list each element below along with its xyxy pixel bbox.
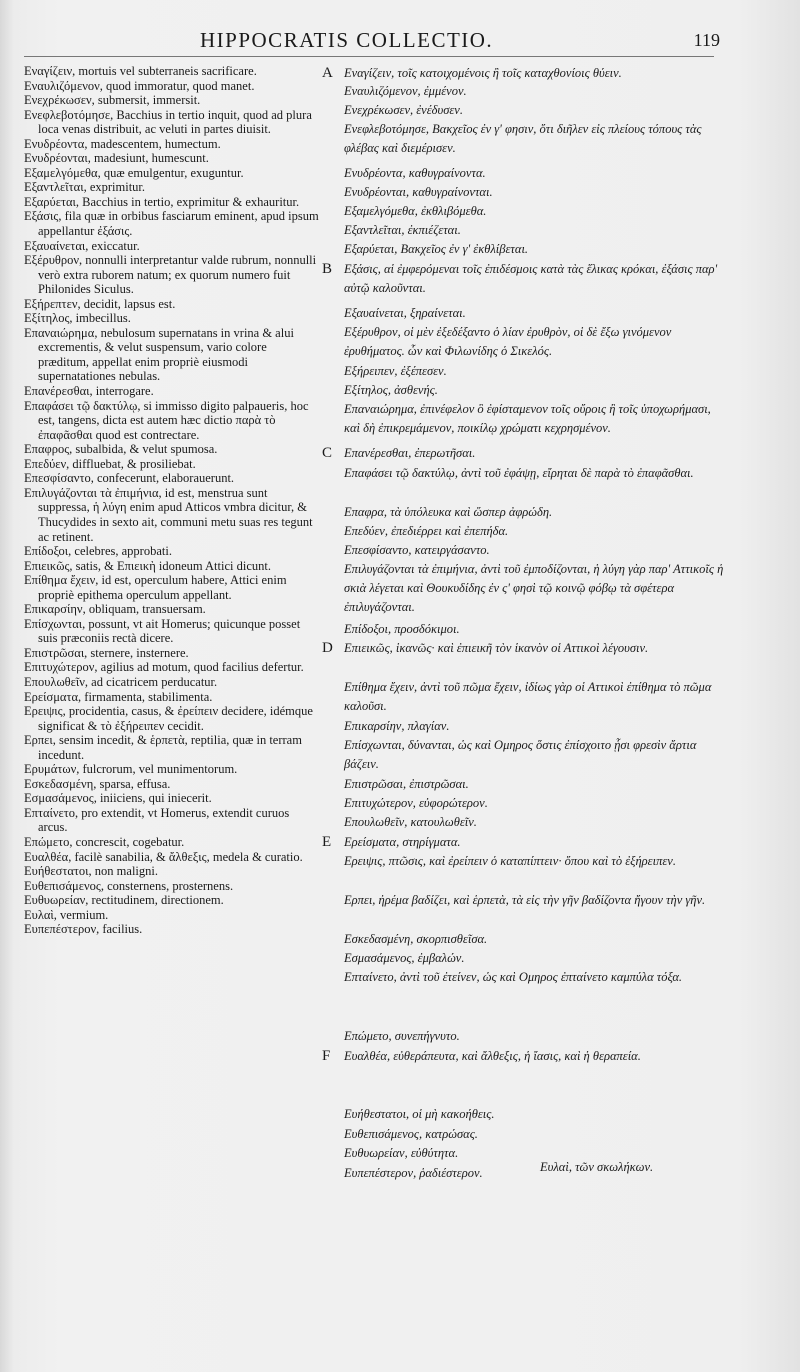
greek-entry-text: Ευήθεστατοι, οἱ μὴ κακοήθεις. [344, 1107, 495, 1121]
section-marker: F [322, 1048, 331, 1064]
greek-entry [344, 522, 728, 541]
latin-entry: Επαφάσει τῷ δακτύλῳ, si immisso digito palpaueris, hoc est, tangens, dicta est autem hæc dictio παρὰ τὸ ἐπαφᾶσθαι quod est contrectare. [24, 398, 309, 442]
page-number: 119 [693, 30, 720, 50]
greek-entry [344, 183, 728, 202]
section-marker: D [322, 640, 333, 656]
latin-entry: Ενυδρέοντα, madescentem, humectum. [24, 136, 221, 151]
greek-entry [322, 64, 728, 83]
greek-entry-text: Ευθεπισάμενος, κατρώσας. [344, 1127, 478, 1141]
greek-entry [344, 1027, 728, 1046]
latin-entry: Ευθεπισάμενος, consternens, prosternens. [24, 878, 234, 893]
greek-entry-text: Ενεφλεβοτόμησε, Βακχεῖος ἐν γ' φησιν, ὅτι διῆλεν εἰς πλείους τόπους τὰς φλέβας καὶ διεμέρισεν. [344, 122, 702, 155]
greek-entry-text: Εσκεδασμένη, σκορπισθεῖσα. [344, 932, 488, 946]
greek-entry [344, 304, 728, 323]
latin-entry: Ερειψις, procidentia, casus, & ἐρείπειν decidere, idémque significat & τὸ ἐξήρειπεν cecidit. [24, 704, 313, 733]
greek-entry-text: Επαφάσει τῷ δακτύλῳ, ἀντὶ τοῦ ἐφάψῃ, εἴρηται δὲ παρὰ τὸ ἐπαφᾶσθαι. [344, 466, 694, 480]
greek-entry-text: Επίθημα ἔχειν, ἀντὶ τοῦ πῶμα ἔχειν, ἰδίως γὰρ οἱ Αττικοὶ ἐπίθημα τὸ πῶμα καλοῦσι. [344, 680, 712, 713]
greek-entry [344, 930, 728, 949]
greek-entry-text: Ενυδρέονται, καθυγραίνονται. [344, 185, 493, 199]
greek-entry-text: Εναγίζειν, τοῖς κατοιχομένοις ἢ τοῖς καταχθονίοις θύειν. [344, 66, 622, 80]
greek-entry [322, 260, 728, 298]
latin-entry: Επιστρῶσαι, sternere, insternere. [24, 645, 189, 660]
greek-entry [344, 101, 728, 120]
greek-entry [344, 221, 728, 240]
greek-entry [344, 1164, 728, 1183]
greek-entry-text: Εξαυαίνεται, ξηραίνεται. [344, 306, 466, 320]
greek-entry [322, 833, 728, 852]
latin-entry: Εξαντλεῖται, exprimitur. [24, 180, 146, 195]
greek-entry [344, 891, 728, 910]
greek-entry [344, 852, 728, 871]
greek-entry-text: Εξάσις, αἱ ἐμφερόμεναι τοῖς ἐπιδέσμοις κατὰ τὰς ἕλικας κρόκαι, ἐξάσις παρ' αὐτῷ καλοῦνται. [344, 262, 718, 295]
latin-entry: Επίδοξοι, celebres, approbati. [24, 544, 172, 559]
latin-entry: Ερπει, sensim incedit, & ἑρπετὰ, reptilia, quæ in terram incedunt. [24, 733, 302, 762]
latin-entry: Επίσχωνται, possunt, vt ait Homerus; quicunque posset suis præconiis rectà dicere. [24, 616, 301, 646]
greek-entry [322, 1047, 728, 1066]
latin-entry: Εσκεδασμένη, sparsa, effusa. [24, 776, 171, 791]
greek-entry [344, 202, 728, 221]
greek-entry-text: Ευθυωρείαν, εὐθύτητα. [344, 1146, 459, 1160]
greek-entry-text: Ερπει, ἠρέμα βαδίζει, καὶ ἑρπετὰ, τὰ εἰς τὴν γῆν βαδίζοντα ἤγουν τὴν γῆν. [344, 893, 706, 907]
latin-entry: Επώμετο, concrescit, cogebatur. [24, 834, 185, 849]
latin-entry: Επεδύεν, diffluebat, & prosiliebat. [24, 456, 196, 471]
page-header [200, 28, 720, 52]
greek-entry-text: Εναυλιζόμενον, ἐμμένον. [344, 84, 467, 98]
latin-entry: Ευπεπέστερον, facilius. [24, 922, 143, 937]
greek-entry [344, 620, 728, 639]
greek-entry-text: Επώμετο, συνεπήγνυτο. [344, 1029, 460, 1043]
greek-entry-text: Επαφρα, τὰ ὑπόλευκα καὶ ὥσπερ ἀφρώδη. [344, 505, 553, 519]
greek-entry-text: Ευαλθέα, εὐθεράπευτα, καὶ ἄλθεξις, ἡ ἴασις, καὶ ἡ θεραπεία. [344, 1049, 641, 1063]
greek-entry-text: Επιστρῶσαι, ἐπιστρῶσαι. [344, 777, 469, 791]
greek-entry [344, 1105, 728, 1124]
greek-entry [344, 560, 728, 617]
greek-entry-text: Επταίνετο, ἀντὶ τοῦ ἐτείνεν, ὡς καὶ Ομηρος ἐπταίνετο καμπύλα τόξα. [344, 970, 683, 984]
greek-entry-text: Εξαρύεται, Βακχεῖος ἐν γ' ἐκθλίβεται. [344, 242, 529, 256]
latin-entry: Εξήρεπτεν, decidit, lapsus est. [24, 296, 176, 311]
greek-entry [344, 82, 728, 101]
latin-entry: Επανέρεσθαι, interrogare. [24, 384, 154, 399]
greek-entry [344, 949, 728, 968]
greek-entry [344, 541, 728, 560]
greek-entry [322, 639, 728, 658]
latin-entry: Επιτυχώτερον, agilius ad motum, quod facilius defertur. [24, 660, 304, 675]
greek-entry-text: Επιεικῶς, ἱκανῶς· καὶ ἐπιεικῆ τὸν ἱκανὸν οἱ Αττικοὶ λέγουσιν. [344, 641, 649, 655]
latin-entry: Ευλαὶ, vermium. [24, 907, 109, 922]
latin-entry: Επαφρος, subalbida, & velut spumosa. [24, 442, 218, 457]
greek-entry-text: Ερειψις, πτῶσις, καὶ ἐρείπειν ὁ καταπίπτειν· ὅπου καὶ τὸ ἐξήρειπεν. [344, 854, 676, 868]
greek-entry [344, 794, 728, 813]
latin-entry: Εξαρύεται, Bacchius in tertio, exprimitur & exhauritur. [24, 194, 300, 209]
latin-entry: Ενεφλεβοτόμησε, Bacchius in tertio inquit, quod ad plura loca venas distribuit, ac veluti in partes diuisit. [24, 107, 312, 137]
greek-entry-text: Επεσφίσαντο, κατειργάσαντο. [344, 543, 490, 557]
greek-entry-text: Εσμασάμενος, ἐμβαλών. [344, 951, 465, 965]
greek-entry [344, 164, 728, 183]
latin-entry: Επαναιώρημα, nebulosum supernatans in vrina & alui excrementis, & velut suspensum, vario colore præditum, appellat enim propriè eiusmodi supernatationes nebulas. [24, 325, 294, 384]
latin-entry: Εξαυαίνεται, exiccatur. [24, 238, 140, 253]
greek-entry-text: Ενεχρέκωσεν, ἐνέδυσεν. [344, 103, 463, 117]
greek-entry [344, 323, 728, 361]
greek-entry [344, 736, 728, 774]
greek-entry [344, 120, 728, 158]
greek-entry-text: Ερείσματα, στηρίγματα. [344, 835, 461, 849]
greek-extra-entry: Ευλαὶ, τῶν σκωλήκων. [540, 1160, 654, 1174]
greek-entry [344, 464, 728, 483]
latin-entry: Επικαρσίην, obliquam, transuersam. [24, 602, 206, 617]
latin-entry: Επεσφίσαντο, confecerunt, elaborauerunt. [24, 471, 235, 486]
greek-entry [344, 362, 728, 381]
latin-entry: Ευήθεστατοι, non maligni. [24, 864, 158, 879]
greek-entry-text: Επιλυγάζονται τὰ ἐπιμήνια, ἀντὶ τοῦ ἐμποδίζονται, ἡ λύγη γὰρ παρ' Αττικοῖς ἡ σκιὰ λέγεται καὶ Θουκυδίδης ἐν ς' φησὶ τῷ κοινῷ φόβῳ τὰ σφέτερα ἐπιλυγάζονται. [344, 562, 724, 614]
running-title: HIPPOCRATIS COLLECTIO. [200, 28, 494, 52]
greek-entry-text: Εξίτηλος, ἀσθενής. [344, 383, 438, 397]
latin-entry: Ενεχρέκωσεν, submersit, immersit. [24, 93, 201, 108]
latin-entry: Επιεικῶς, satis, & Επιεικὴ idoneum Attici dicunt. [24, 558, 271, 573]
greek-entry-text: Επικαρσίην, πλαγίαν. [344, 719, 450, 733]
section-marker: C [322, 445, 333, 461]
latin-entry: Επουλωθεῖν, ad cicatricem perducatur. [24, 674, 218, 689]
greek-entry-text: Εξαντλεῖται, ἐκπιέζεται. [344, 223, 461, 237]
latin-entry: Εξίτηλος, imbecillus. [24, 311, 131, 326]
latin-entry: Εξαμελγόμεθα, quæ emulgentur, exuguntur. [24, 165, 244, 180]
latin-entry: Ενυδρέονται, madesiunt, humescunt. [24, 151, 209, 166]
latin-entry: Ευαλθέα, facilè sanabilia, & ἄλθεξις, medela & curatio. [24, 849, 303, 864]
latin-entry: Ερυμάτων, fulcrorum, vel munimentorum. [24, 762, 238, 777]
latin-entry: Ερείσματα, firmamenta, stabilimenta. [24, 689, 213, 704]
greek-entry-text: Επεδύεν, ἐπεδιέρρει καὶ ἐπεπήδα. [344, 524, 509, 538]
greek-entry [344, 381, 728, 400]
greek-entry-text: Επαναιώρημα, ἐπινέφελον ὃ ἐφίσταμενον τοῖς οὔροις ἢ τοῖς ὑποχωρήμασι, καὶ δὴ ἐπικρεμάμενον, ποικίλῳ χρώματι κεχρησμένον. [344, 402, 711, 435]
greek-entry-text: Επίσχωνται, δύνανται, ὡς καὶ Ομηρος ὅστις ἐπίσχοιτο ᾗσι φρεσὶν ἄρτια βάζειν. [344, 738, 697, 771]
greek-entry [344, 503, 728, 522]
greek-entry [344, 775, 728, 794]
greek-entry-text: Επίδοξοι, προσδόκιμοι. [344, 622, 460, 636]
section-marker: E [322, 834, 332, 850]
greek-entry [344, 717, 728, 736]
greek-entry [344, 1125, 728, 1144]
greek-entry-text: Ενυδρέοντα, καθυγραίνοντα. [344, 166, 486, 180]
latin-entry: Εναυλιζόμενον, quod immoratur, quod manet. [24, 78, 255, 93]
greek-entry [344, 813, 728, 832]
latin-entry: Εναγίζειν, mortuis vel subterraneis sacrificare. [24, 64, 257, 78]
greek-entry-text: Επανέρεσθαι, ἐπερωτῆσαι. [344, 446, 476, 460]
latin-entry: Εξάσις, fila quæ in orbibus fasciarum eminent, apud ipsum appellantur ἐξάσις. [24, 209, 319, 239]
greek-entry-text: Επουλωθεῖν, κατουλωθεῖν. [344, 815, 477, 829]
greek-entry-text: Ευπεπέστερον, ῥαδιέστερον. [344, 1166, 483, 1180]
greek-entry [344, 400, 728, 438]
section-marker: B [322, 261, 333, 277]
latin-entry: Επιλυγάζονται τὰ ἐπιμήνια, id est, menstrua sunt suppressa, ἡ λύγη enim apud Atticos vmbra dicitur, & Thucydides in sexto ait, communi metu suas res tegunt ac retinent. [24, 485, 313, 544]
greek-entry-text: Εξήρειπεν, ἐξέπεσεν. [344, 364, 447, 378]
greek-entry [344, 1144, 728, 1163]
latin-entry: Εσμασάμενος, iniiciens, qui iniecerit. [24, 791, 212, 806]
section-marker: A [322, 65, 333, 81]
latin-entry: Επίθημα ἔχειν, id est, operculum habere, Attici enim propriè epithema operculum appellant. [24, 573, 287, 602]
latin-entry: Ευθυωρείαν, rectitudinem, directionem. [24, 893, 224, 908]
greek-entry-text: Επιτυχώτερον, εὐφορώτερον. [344, 796, 488, 810]
latin-entry: Επταίνετο, pro extendit, vt Homerus, extendit curuos arcus. [24, 805, 290, 835]
greek-entry-text: Εξέρυθρον, οἱ μὲν ἐξεδέξαντο ὁ λίαν ἐρυθρὸν, οἱ δὲ ἔξω γινόμενον ἐρυθήματος. ὧν καὶ Φιλωνίδης ὁ Σικελός. [344, 325, 672, 358]
greek-entry [344, 240, 728, 259]
greek-entry-text: Εξαμελγόμεθα, ἐκθλιβόμεθα. [344, 204, 487, 218]
latin-entry: Εξέρυθρον, nonnulli interpretantur valde rubrum, nonnulli verò extra ruborem natum; ex quorum numero fuit Philonides Siculus. [24, 253, 317, 297]
latin-column [24, 64, 320, 937]
greek-entry [344, 968, 728, 987]
greek-entry [344, 678, 728, 716]
header-rule [24, 56, 714, 57]
greek-entry [322, 444, 728, 463]
